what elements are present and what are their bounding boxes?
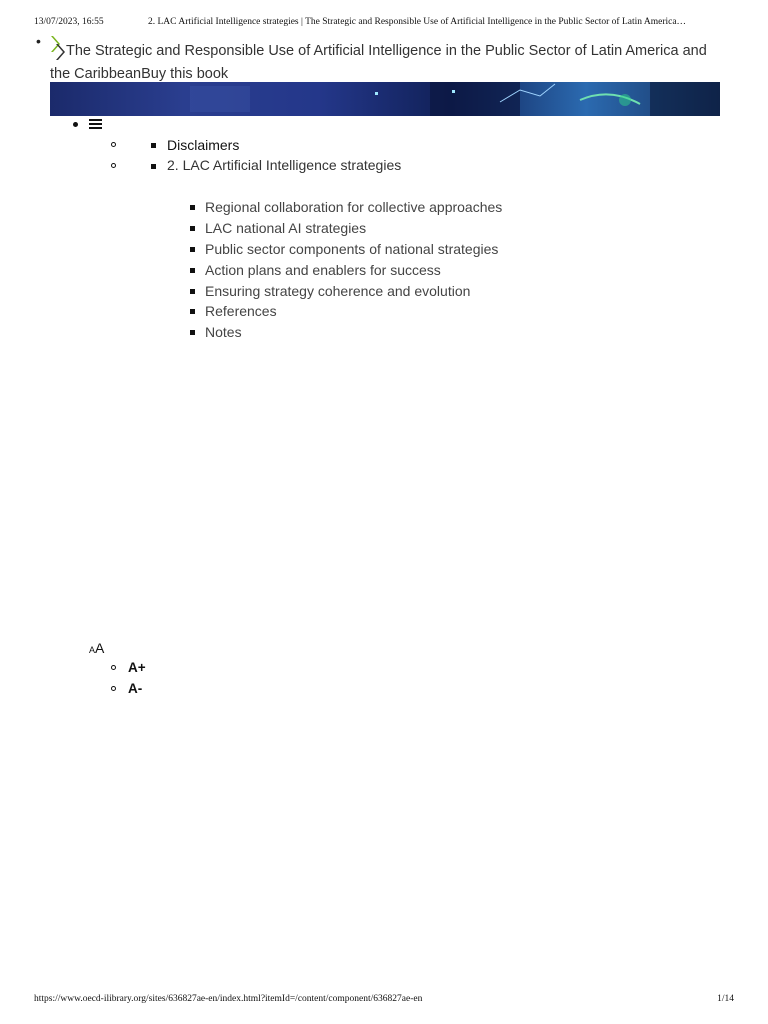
list-bullet xyxy=(190,268,195,273)
book-title-link[interactable]: The Strategic and Responsible Use of Artificial Intelligence in the Public Sector of Latin America and the Caribbean xyxy=(50,43,707,82)
list-bullet xyxy=(190,205,195,210)
list-bullet xyxy=(151,143,156,148)
toc-item-public-sector-components[interactable]: Public sector components of national strategies xyxy=(205,241,499,257)
list-bullet xyxy=(73,122,78,127)
font-size-big-a: A xyxy=(95,640,105,656)
print-url: https://www.oecd-ilibrary.org/sites/636827ae-en/index.html?itemId=/content/component/636827ae-en xyxy=(34,994,423,1004)
print-footer xyxy=(34,994,734,1004)
banner-image xyxy=(50,82,720,116)
list-bullet xyxy=(111,686,116,691)
print-page-title: 2. LAC Artificial Intelligence strategies | The Strategic and Responsible Use of Artificial Intelligence in the Public Sector of Latin America… xyxy=(148,17,687,27)
list-bullet xyxy=(111,163,116,168)
toc-item-action-plans[interactable]: Action plans and enablers for success xyxy=(205,262,441,278)
oecd-logo-icon[interactable] xyxy=(50,35,66,61)
book-header xyxy=(50,35,720,86)
decrease-font-button[interactable]: A- xyxy=(128,681,143,696)
page-counter: 1/14 xyxy=(717,994,734,1004)
list-bullet xyxy=(190,247,195,252)
increase-font-button[interactable]: A+ xyxy=(128,660,146,675)
buy-book-link[interactable]: Buy this book xyxy=(141,66,229,82)
toc-item-references[interactable]: References xyxy=(205,303,277,319)
nav-item-lac-ai-strategies[interactable]: 2. LAC Artificial Intelligence strategies xyxy=(167,157,402,173)
list-bullet: • xyxy=(36,33,41,49)
print-datetime: 13/07/2023, 16:55 xyxy=(34,17,104,27)
toc-item-notes[interactable]: Notes xyxy=(205,324,242,340)
print-header xyxy=(34,17,744,27)
list-bullet xyxy=(111,142,116,147)
hamburger-menu-icon[interactable] xyxy=(89,118,103,130)
toc-item-lac-national-strategies[interactable]: LAC national AI strategies xyxy=(205,220,367,236)
font-size-small-a: A xyxy=(89,645,96,655)
list-bullet xyxy=(190,309,195,314)
font-size-toggle[interactable] xyxy=(89,640,104,658)
toc-item-regional-collaboration[interactable]: Regional collaboration for collective approaches xyxy=(205,199,503,215)
list-bullet xyxy=(190,289,195,294)
list-bullet xyxy=(111,665,116,670)
book-cover-banner xyxy=(50,82,720,116)
list-bullet xyxy=(190,226,195,231)
toc-item-strategy-coherence[interactable]: Ensuring strategy coherence and evolution xyxy=(205,283,471,299)
list-bullet xyxy=(151,164,156,169)
list-bullet xyxy=(190,330,195,335)
nav-item-disclaimers[interactable]: Disclaimers xyxy=(167,137,240,153)
